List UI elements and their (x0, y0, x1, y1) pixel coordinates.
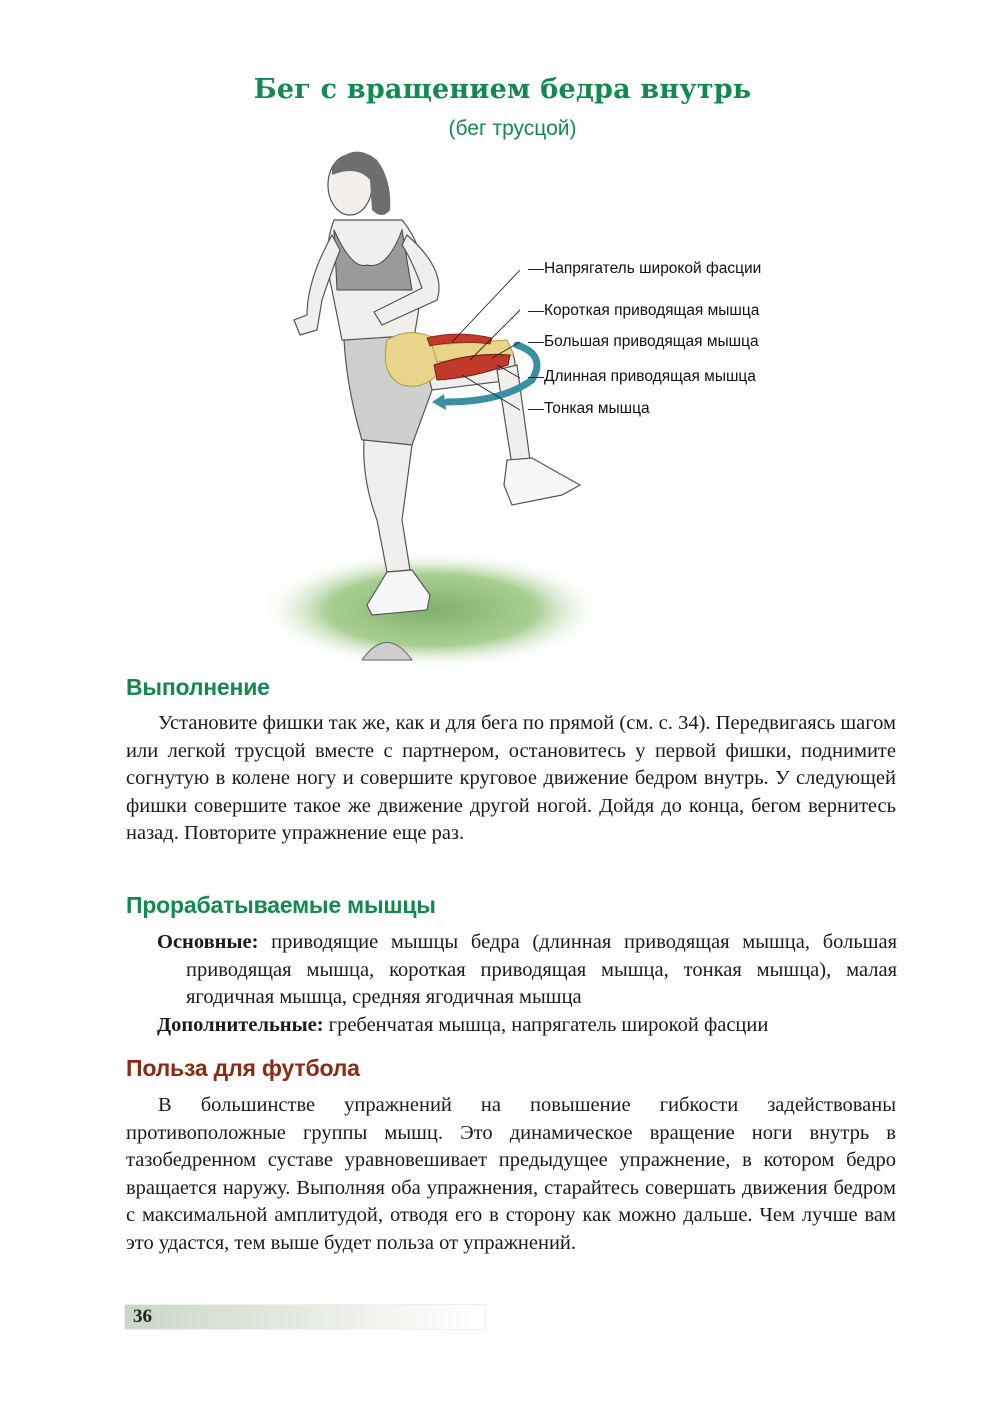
label-tick (528, 269, 544, 270)
primary-muscles-text: приводящие мышцы бедра (длинная приводящая мышца, большая приводящая мышца, короткая приводящая мышца, тонкая мышца), малая ягодичная мышца, средняя ягодичная мышца (186, 931, 897, 1008)
page-number: 36 (133, 1306, 152, 1327)
page-title: Бег с вращением бедра внутрь (253, 74, 752, 105)
page-number-bar (124, 1304, 486, 1330)
label-tick (528, 311, 544, 312)
label-tick (528, 377, 544, 378)
benefit-text: В большинстве упражнений на повышение гибкости задействованы противоположные группы мышц. Это динамическое вращение ноги внутрь в тазобедренном суставе уравновешивает предыдущее упражнение, в котором бедро вращается наружу. Выполняя оба упражнения, старайтесь совершать движения бедром с максимальной амплитудой, отводя его в сторону как можно дальше. Чем лучше вам это удастся, тем выше будет польза от упражнений. (126, 1094, 896, 1254)
section-heading-execution: Выполнение (126, 674, 270, 700)
primary-label: Основные: (157, 931, 259, 953)
label-gracilis: Тонкая мышца (544, 400, 650, 417)
execution-text: Установите фишки так же, как и для бега по прямой (см. с. 34). Передвигаясь шагом или легкой трусцой вместе с партнером, остановитесь у первой фишки, поднимите согнутую в колене ногу и совершите круговое движение бедром внутрь. У следующей фишки совершите такое же движение другой ногой. Дойдя до конца, бегом вернитесь назад. Повторите упражнение еще раз. (126, 712, 896, 844)
label-tick (528, 342, 544, 343)
benefit-paragraph (126, 1092, 896, 1257)
section-heading-benefit: Польза для футбола (126, 1055, 360, 1081)
label-adductor-longus: Длинная приводящая мышца (544, 368, 756, 385)
section-heading-muscles: Прорабатываемые мышцы (126, 892, 436, 918)
label-tensor-fascia-latae: Напрягатель широкой фасции (544, 260, 762, 277)
secondary-muscles-text: гребенчатая мышца, напрягатель широкой фасции (328, 1013, 769, 1036)
muscle-labels (520, 258, 820, 428)
runner-raised-shoe (504, 458, 580, 505)
label-adductor-magnus: Большая приводящая мышца (544, 333, 759, 350)
execution-paragraph (126, 710, 896, 848)
label-adductor-brevis: Короткая приводящая мышца (544, 302, 760, 319)
secondary-muscles (157, 1012, 897, 1040)
muscles-list (157, 929, 897, 1039)
arrowhead (432, 394, 446, 410)
primary-muscles (157, 929, 897, 1012)
runner-standing-leg (364, 440, 412, 572)
secondary-label: Дополнительные: (157, 1013, 324, 1036)
label-tick (528, 409, 544, 410)
page-subtitle: (бег трусцой) (448, 117, 577, 140)
leader-line-1 (452, 270, 520, 342)
